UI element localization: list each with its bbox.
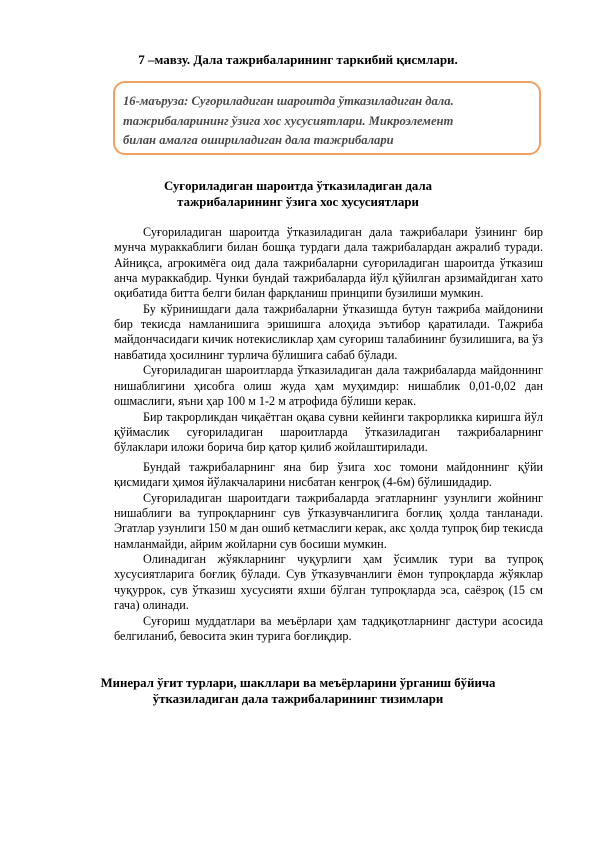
lecture-title: 7 –мавзу. Дала тажрибаларининг таркибий қисмлари. bbox=[138, 52, 458, 67]
paragraph: Суғориш муддатлари ва меъёрлари ҳам тадқиқотларнинг дастури асосида белгиланиб, бевосита экин турига боғлиқдир. bbox=[114, 613, 543, 644]
callout-line: 16-маъруза: Суғориладиган шароитда ўтказиладиган дала. bbox=[123, 94, 454, 108]
paragraph: Суғориладиган шароитларда ўтказиладиган дала тажрибаларда майдоннинг нишаблигини ҳисобга олиш жуда ҳам муҳимдир: нишаблик 0,01-0,02 дан ошмаслиги, яъни ҳар 100 м 1-2 м атрофида бўлиши керак. bbox=[114, 363, 543, 409]
paragraph: Бу кўринишдаги дала тажрибаларни ўтказишда бутун тажриба майдонини бир текисда намланишига эришишга алоҳида эътибор қаратилади. Тажриба майдончасидаги кичик нотекисликлар ҳам суғориш талабининг бузилишига, ва ўз навбатида ҳосилнинг турлича бўлишига сабаб бўлади. bbox=[114, 301, 543, 362]
body-text bbox=[114, 225, 543, 645]
callout-line: билан амалга ошириладиган дала тажрибалари bbox=[123, 133, 394, 147]
paragraph: Суғориладиган шароитдаги тажрибаларда эгатларнинг узунлиги жойнинг нишаблиги ва тупроқларнинг сув ўтказувчанлигига боғлиқ ҳолда танланади. Эгатлар узунлиги 150 м дан ошиб кетмаслиги керак, акс ҳолда тупроқ бир текисда намланмайди, айрим жойларни сув босиши мумкин. bbox=[114, 490, 543, 551]
lecture-callout-box bbox=[113, 81, 541, 155]
section-title-line: Минерал ўғит турлари, шакллари ва меъёрларини ўрганиш бўйича bbox=[100, 676, 496, 690]
paragraph: Олинадиган жўякларнинг чуқурлиги ҳам ўсимлик тури ва тупроқ хусусиятларига боғлиқ бўлади. Сув ўтказувчанлиги ёмон тупроқларда жўяклар чуқуррок, сув ўтказиш хусусияти яхши бўлган тупроқларда эса, саёзроқ (15 см гача) олинади. bbox=[114, 552, 543, 613]
section-title bbox=[0, 675, 596, 707]
section-title-line: Суғориладиган шароитда ўтказиладиган дала bbox=[163, 179, 433, 193]
section-title-line: тажрибаларининг ўзига хос хусусиятлари bbox=[177, 195, 419, 209]
callout-line: тажрибаларининг ўзига хос хусусиятлари. Микроэлемент bbox=[123, 113, 454, 128]
paragraph: Бир такрорликдан чиқаётган оқава сувни кейинги такрорликка киришга йўл қўймаслик суғориладиган шароитларда ўтказиладиган тажрибаларнинг бўлаклари иложи борича бир қатор қилиб жойлаштирилади. bbox=[114, 409, 543, 455]
paragraph: Бундай тажрибаларнинг яна бир ўзига хос томони майдоннинг қўйи қисмидаги ҳимоя йўлакчаларини нисбатан кенгроқ (4-6м) бўлишидадир. bbox=[114, 459, 543, 489]
section-title-line: ўтказиладиган дала тажрибаларининг тизимлари bbox=[152, 692, 444, 706]
section-title bbox=[0, 178, 596, 210]
paragraph: Суғориладиган шароитда ўтказиладиган дала тажрибалари ўзининг бир мунча мураккаблиги билан бошқа турдаги дала тажрибалардан ажралиб туради. Айниқса, агрокимёга оид дала тажрибаларни суғориладиган шароитда ўтказиш анча мураккабдир. Чунки бундай тажрибаларда йўл қўйилган арзимайдиган хато оқибатида битта белги билан фарқланиш принципи бузилиши мумкин. bbox=[114, 225, 543, 301]
